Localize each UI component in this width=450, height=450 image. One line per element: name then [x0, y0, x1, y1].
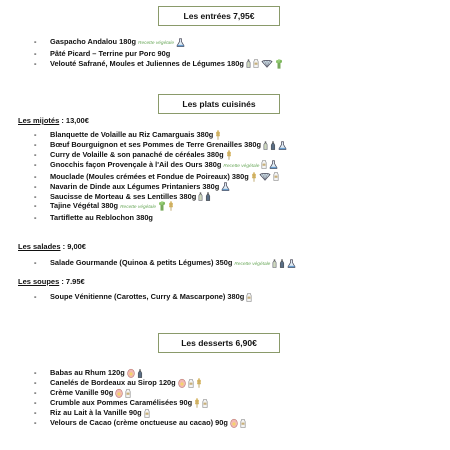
- menu-item-name: Blanquette de Volaille au Riz Camarguais 380g: [50, 130, 214, 139]
- milk-icon: [246, 293, 252, 302]
- mijotes-label: Les mijotés: [18, 116, 60, 125]
- menu-item-name: Canelés de Bordeaux au Sirop 120g: [50, 378, 176, 388]
- menu-item: [34, 368, 246, 378]
- menu-item-name: Salade Gourmande (Quinoa & petits Légumes) 350g: [50, 258, 233, 267]
- celery-icon: [275, 59, 283, 69]
- milk-icon: [261, 160, 267, 169]
- bottle-icon: [246, 59, 251, 68]
- menu-item-name: Crème Vanille 90g: [50, 388, 114, 398]
- menu-item-name: Riz au Lait à la Vanille 90g: [50, 408, 142, 418]
- menu-item-name: Babas au Rhum 120g: [50, 368, 125, 377]
- menu-item: [34, 172, 287, 182]
- flask-icon: [278, 141, 287, 150]
- menu-item: [34, 418, 246, 428]
- menu-item: [34, 160, 287, 172]
- flask-icon: [287, 259, 296, 268]
- wine-icon: [205, 192, 211, 201]
- shellfish-icon: [261, 59, 273, 68]
- menu-item-name: Bœuf Bourguignon et ses Pommes de Terre Grenailles 380g: [50, 140, 261, 150]
- egg-icon: [127, 368, 135, 378]
- section-title-entrees: Les entrées 7,95€: [158, 6, 280, 26]
- soupes-label: Les soupes: [18, 277, 60, 286]
- flask-icon: [269, 160, 278, 169]
- menu-item: [34, 49, 283, 59]
- bottle-icon: [272, 259, 277, 268]
- menu-item: [34, 292, 252, 302]
- subsection-soupes: [18, 277, 85, 286]
- celery-icon: [158, 201, 166, 211]
- vegetal-badge: Recette végétale: [223, 163, 260, 169]
- milk-icon: [240, 419, 246, 428]
- shellfish-icon: [259, 172, 271, 181]
- menu-item: [34, 37, 283, 49]
- menu-item: [34, 140, 287, 150]
- menu-item-name: Velours de Cacao (crème onctueuse au cacao) 90g: [50, 417, 228, 427]
- milk-icon: [144, 409, 150, 418]
- menu-item-name: Tartiflette au Reblochon 380g: [50, 213, 153, 223]
- flask-icon: [176, 38, 185, 47]
- milk-icon: [188, 379, 194, 388]
- soupes-list: [34, 292, 252, 302]
- menu-item: [34, 408, 246, 418]
- menu-item: [34, 378, 246, 388]
- egg-icon: [230, 418, 238, 428]
- menu-item: [34, 192, 287, 202]
- section-title-plats: Les plats cuisinés: [158, 94, 280, 114]
- menu-item-name: Pâté Picard – Terrine pur Porc 90g: [50, 48, 171, 58]
- section-title-desserts: Les desserts 6,90€: [158, 333, 280, 353]
- menu-item-name: Tajine Végétal 380g: [50, 201, 119, 211]
- wine-icon: [279, 259, 285, 268]
- wheat-icon: [215, 130, 221, 140]
- mijotes-price: : 13,00€: [59, 116, 89, 125]
- wine-icon: [137, 369, 143, 378]
- menu-item: [34, 130, 287, 140]
- menu-item-name: Velouté Safrané, Moules et Juliennes de Légumes 180g: [50, 58, 244, 68]
- milk-icon: [253, 59, 259, 68]
- egg-icon: [178, 378, 186, 388]
- vegetal-badge: Recette végétale: [120, 205, 157, 211]
- egg-icon: [115, 388, 123, 398]
- milk-icon: [125, 389, 131, 398]
- milk-icon: [273, 172, 279, 181]
- menu-item: [34, 213, 287, 223]
- menu-item: [34, 150, 287, 160]
- salades-label: Les salades: [18, 242, 61, 251]
- wine-icon: [270, 141, 276, 150]
- entrees-list: [34, 37, 283, 69]
- bottle-icon: [198, 192, 203, 201]
- menu-item: [34, 201, 287, 213]
- flask-icon: [221, 182, 230, 191]
- milk-icon: [202, 399, 208, 408]
- menu-item: [34, 258, 296, 270]
- menu-item: [34, 182, 287, 192]
- subsection-mijotes: [18, 116, 89, 125]
- wheat-icon: [168, 201, 174, 211]
- menu-item-name: Crumble aux Pommes Caramélisées 90g: [50, 398, 193, 408]
- wheat-icon: [196, 378, 202, 388]
- soupes-price: : 7.95€: [59, 277, 85, 286]
- menu-item-name: Saucisse de Morteau & ses Lentilles 380g: [50, 191, 197, 201]
- subsection-salades: [18, 242, 86, 251]
- desserts-list: [34, 368, 246, 428]
- salades-list: [34, 258, 296, 270]
- menu-item-name: Navarin de Dinde aux Légumes Printaniers 380g: [50, 181, 220, 191]
- vegetal-badge: Recette végétale: [234, 262, 271, 267]
- menu-item-name: Gaspacho Andalou 180g: [50, 37, 136, 46]
- wheat-icon: [194, 398, 200, 408]
- bottle-icon: [263, 141, 268, 150]
- salades-price: : 9,00€: [60, 242, 86, 251]
- menu-item: [34, 388, 246, 398]
- vegetal-badge: Recette végétale: [137, 41, 174, 46]
- menu-item-name: Mouclade (Moules crémées et Fondue de Poireaux) 380g: [50, 171, 249, 181]
- wheat-icon: [226, 150, 232, 160]
- menu-item: [34, 59, 283, 69]
- menu-item-name: Gnocchis façon Provençale à l'Ail des Ours 380g: [50, 159, 222, 169]
- wheat-icon: [251, 172, 257, 182]
- menu-item-name: Soupe Vénitienne (Carottes, Curry & Mascarpone) 380g: [50, 292, 245, 301]
- mijotes-list: [34, 130, 287, 223]
- menu-item: [34, 398, 246, 408]
- menu-item-name: Curry de Volaille & son panaché de céréales 380g: [50, 149, 224, 159]
